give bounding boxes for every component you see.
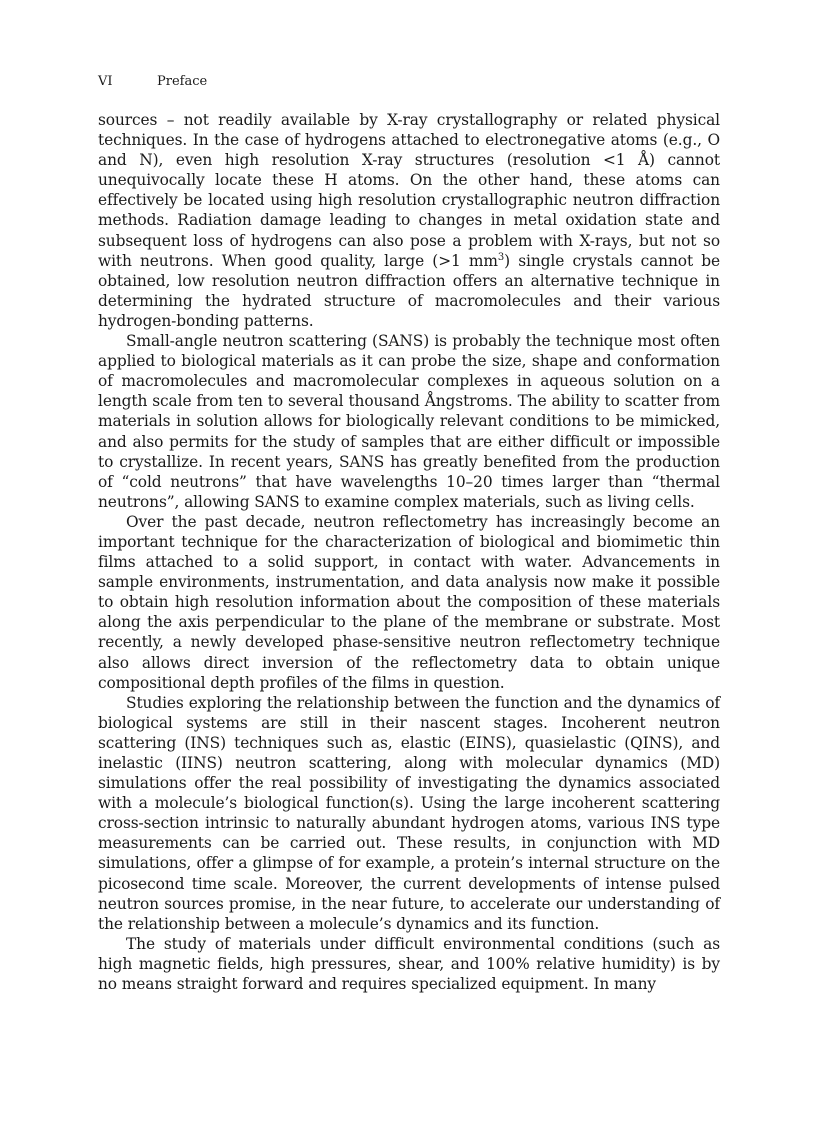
running-head-title: Preface xyxy=(157,74,208,89)
paragraph-2: Small-angle neutron scattering (SANS) is probably the technique most often applied to biological materials as it can probe the size, shape and conformation of macromolecules and macromolecular complexes in aqueous solution on a length scale from ten to several thousand Ångstroms. The ability to scatter from materials in solution allows for biologically relevant conditions to be mimicked, and also permits for the study of samples that are either difficult or impossible to crystallize. In recent years, SANS has greatly benefited from the production of “cold neutrons” that have wavelengths 10–20 times larger than “thermal neutrons”, allowing SANS to examine complex materials, such as living cells. xyxy=(98,332,720,511)
paragraph-1 xyxy=(98,110,720,331)
paragraph-1-text-a: sources – not readily available by X-ray crystallography or related physical techniques. In the case of hydrogens attached to electronegative atoms (e.g., O and N), even high resolution X-ray structures (resolution <1 Å) cannot unequivocally locate these H atoms. On the other hand, these atoms can effectively be located using high resolution crystallographic neutron diffraction methods. Radiation damage leading to changes in metal oxidation state and subsequent loss of hydrogens can also pose a problem with X-rays, but not so with neutrons. When good quality, large (>1 mm xyxy=(98,111,720,270)
superscript-3: 3 xyxy=(497,251,505,263)
paragraph-5: The study of materials under difficult environmental conditions (such as high magnetic fields, high pressures, shear, and 100% relative humidity) is by no means straight forward and requires specialized equipment. In many xyxy=(98,934,720,994)
paragraph-4: Studies exploring the relationship between the function and the dynamics of biological systems are still in their nascent stages. Incoherent neutron scattering (INS) techniques such as, elastic (EINS), quasielastic (QINS), and inelastic (IINS) neutron scattering, along with molecular dynamics (MD) simulations offer the real possibility of investigating the dynamics associated with a molecule’s biological function(s). Using the large incoherent scattering cross-section intrinsic to naturally abundant hydrogen atoms, various INS type measurements can be carried out. These results, in conjunction with MD simulations, offer a glimpse of for example, a protein’s internal structure on the picosecond time scale. Moreover, the current developments of intense pulsed neutron sources promise, in the near future, to accelerate our understanding of the relationship between a molecule’s dynamics and its function. xyxy=(98,693,720,933)
running-head xyxy=(98,72,720,92)
paragraph-1-text-b: ) single crystals cannot be obtained, low resolution neutron diffraction offers an alternative technique in determining the hydrated structure of macromolecules and their various hydrogen-bonding patterns. xyxy=(98,251,721,330)
paragraph-3: Over the past decade, neutron reflectometry has increasingly become an important technique for the characterization of biological and biomimetic thin films attached to a solid support, in contact with water. Advancements in sample environments, instrumentation, and data analysis now make it possible to obtain high resolution information about the composition of these materials along the axis perpendicular to the plane of the membrane or substrate. Most recently, a newly developed phase-sensitive neutron reflectometry technique also allows direct inversion of the reflectometry data to obtain unique compositional depth profiles of the films in question. xyxy=(98,512,720,692)
page xyxy=(98,72,720,994)
body-text xyxy=(98,110,720,994)
page-number: VI xyxy=(98,74,113,89)
